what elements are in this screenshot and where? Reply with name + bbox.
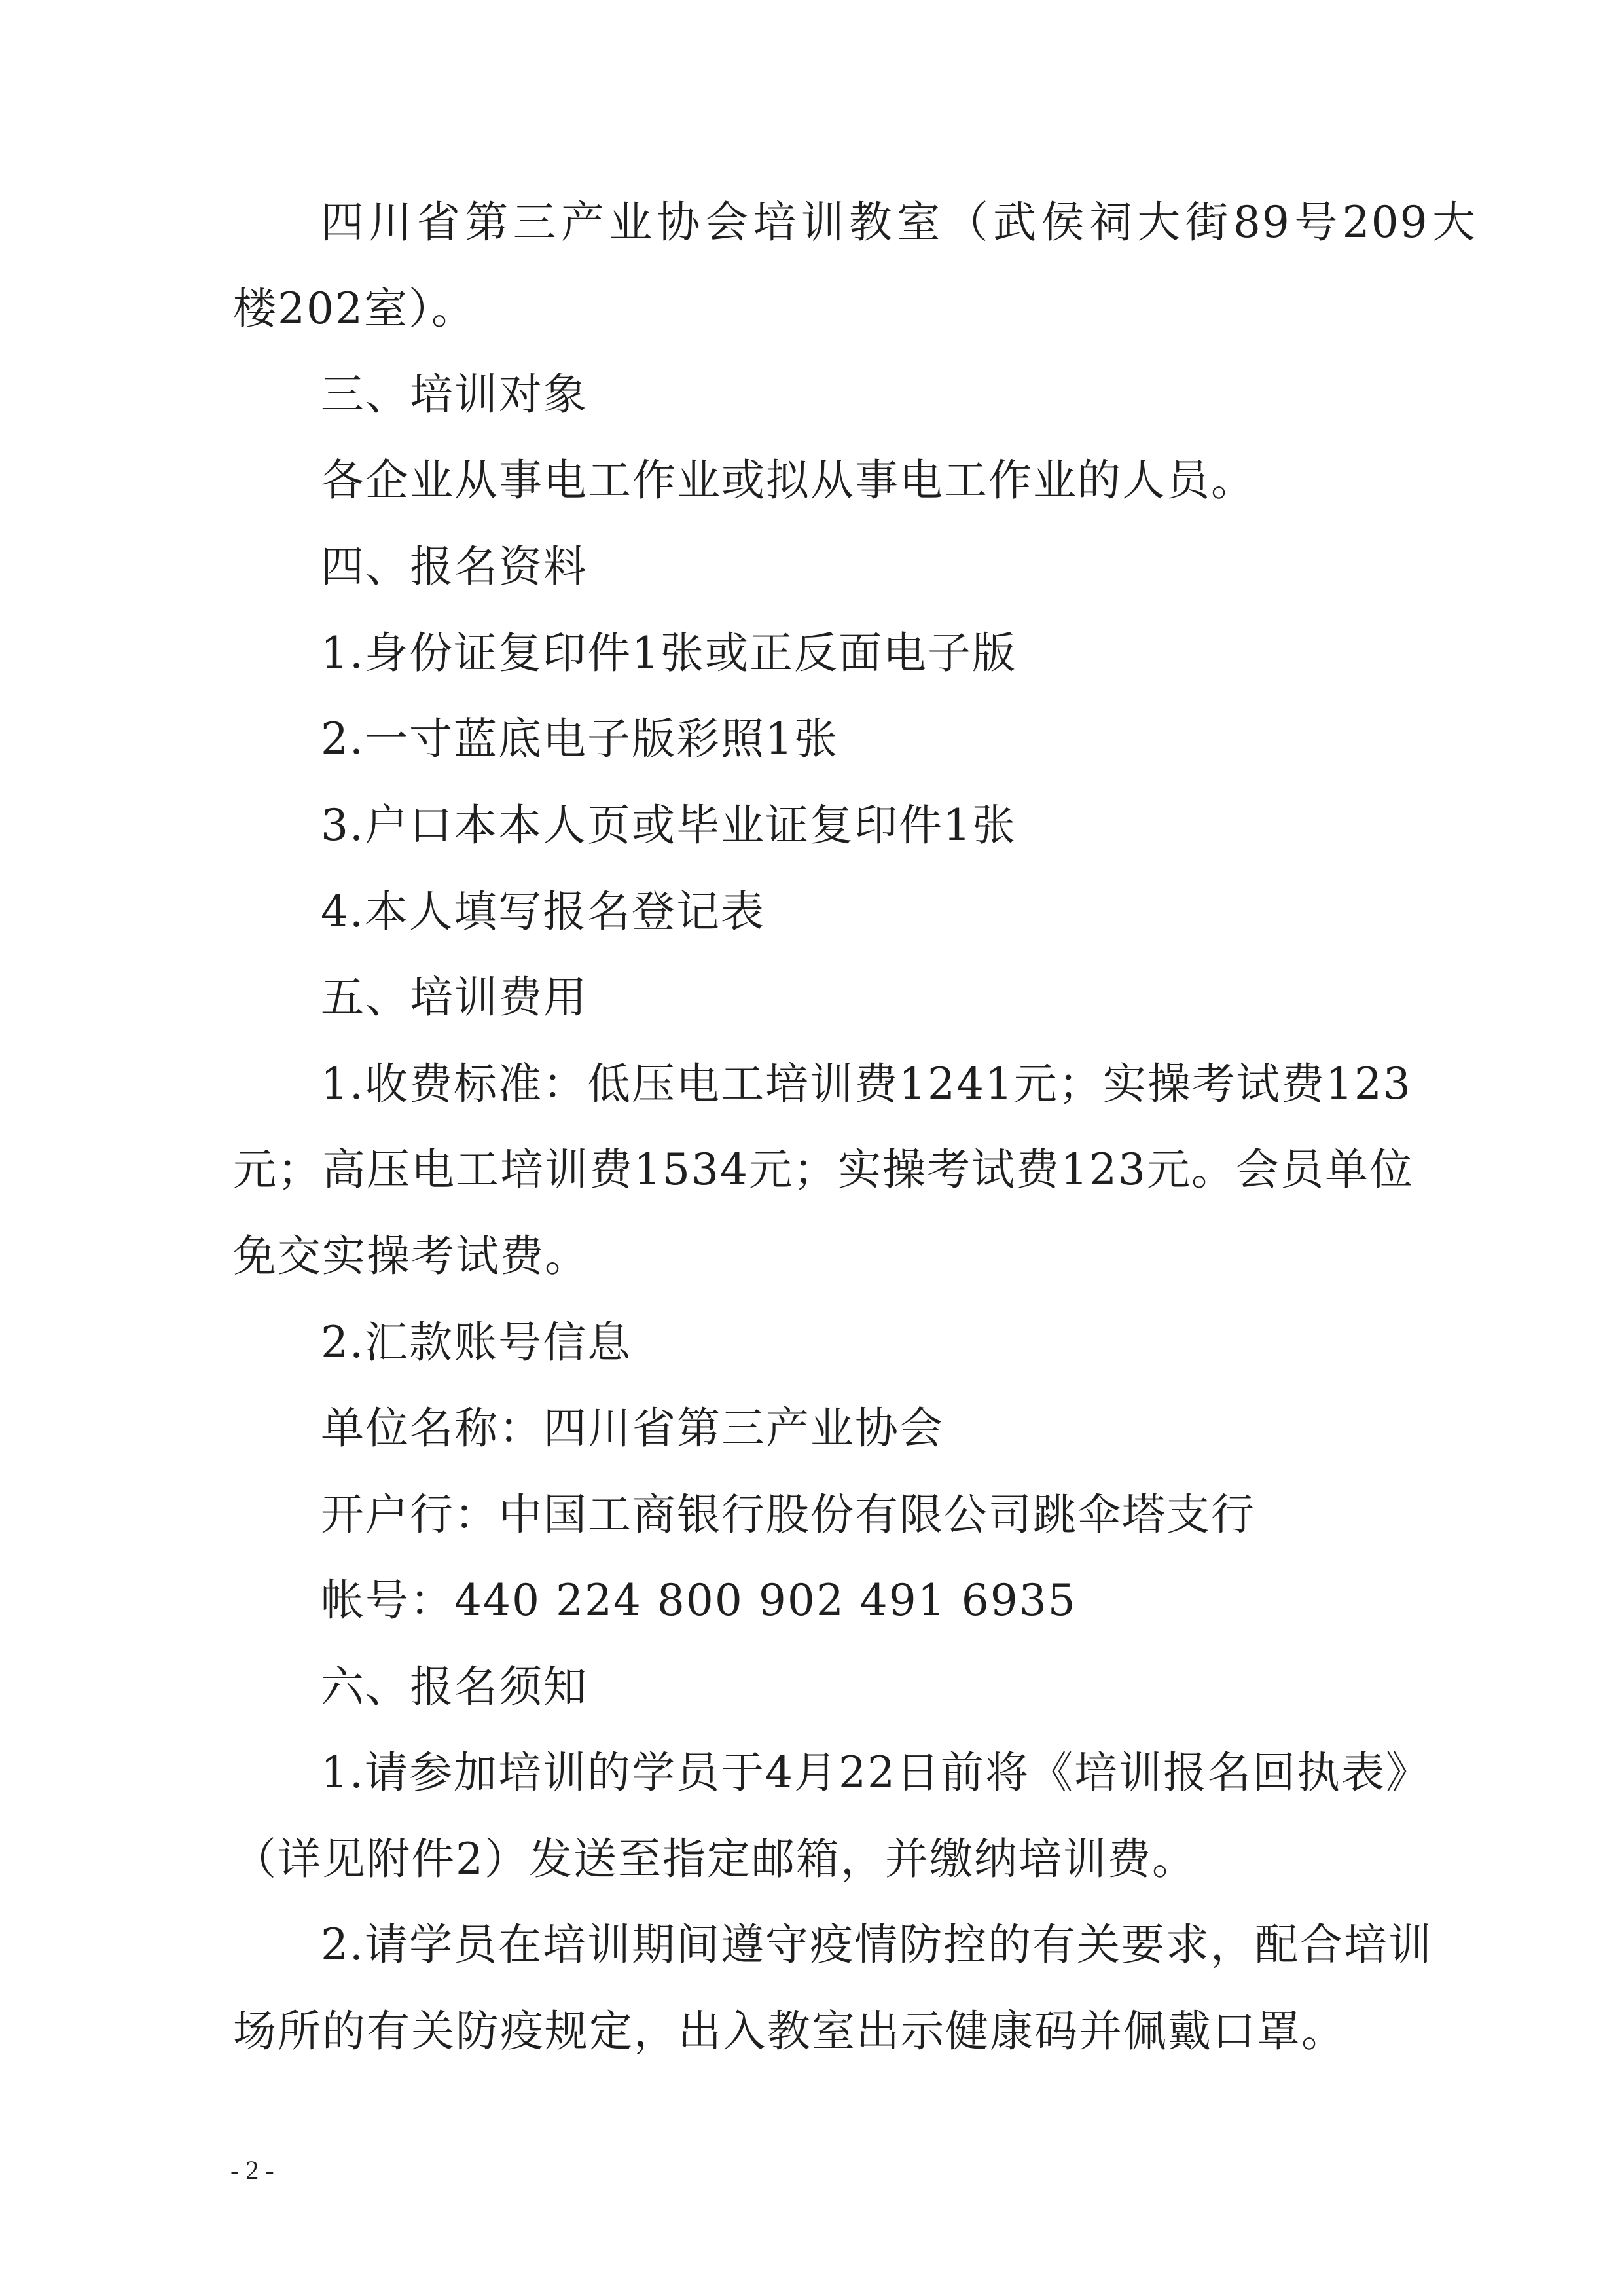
section-3-heading: 三、培训对象 bbox=[321, 369, 588, 420]
materials-item-1: 1.身份证复印件1张或正反面电子版 bbox=[321, 628, 1017, 678]
section-4-heading: 四、报名资料 bbox=[321, 541, 588, 592]
page-number: - 2 - bbox=[230, 2155, 274, 2185]
unit-name: 单位名称：四川省第三产业协会 bbox=[321, 1403, 944, 1453]
location-line-2: 楼202室）。 bbox=[233, 283, 476, 334]
section-5-heading: 五、培训费用 bbox=[321, 972, 588, 1023]
materials-item-4: 4.本人填写报名登记表 bbox=[321, 886, 765, 937]
location-line-1: 四川省第三产业协会培训教室（武侯祠大街89号209大 bbox=[321, 197, 1477, 247]
notice-2-line-1: 2.请学员在培训期间遵守疫情防控的有关要求，配合培训 bbox=[321, 1920, 1433, 1970]
materials-item-3: 3.户口本本人页或毕业证复印件1张 bbox=[321, 800, 1017, 850]
fee-line-2: 元；高压电工培训费1534元；实操考试费123元。会员单位 bbox=[233, 1144, 1414, 1195]
fee-line-1: 1.收费标准：低压电工培训费1241元；实操考试费123 bbox=[321, 1059, 1412, 1109]
account-number: 帐号：440 224 800 902 491 6935 bbox=[321, 1575, 1077, 1626]
section-3-body: 各企业从事电工作业或拟从事电工作业的人员。 bbox=[321, 455, 1255, 505]
account-info-title: 2.汇款账号信息 bbox=[321, 1317, 632, 1368]
bank-name: 开户行：中国工商银行股份有限公司跳伞塔支行 bbox=[321, 1489, 1255, 1540]
notice-2-line-2: 场所的有关防疫规定，出入教室出示健康码并佩戴口罩。 bbox=[233, 2006, 1346, 2056]
fee-line-3: 免交实操考试费。 bbox=[233, 1231, 589, 1281]
section-6-heading: 六、报名须知 bbox=[321, 1662, 588, 1712]
notice-1-line-1: 1.请参加培训的学员于4月22日前将《培训报名回执表》 bbox=[321, 1747, 1430, 1798]
notice-1-line-2: （详见附件2）发送至指定邮箱，并缴纳培训费。 bbox=[233, 1834, 1197, 1884]
materials-item-2: 2.一寸蓝底电子版彩照1张 bbox=[321, 714, 838, 764]
